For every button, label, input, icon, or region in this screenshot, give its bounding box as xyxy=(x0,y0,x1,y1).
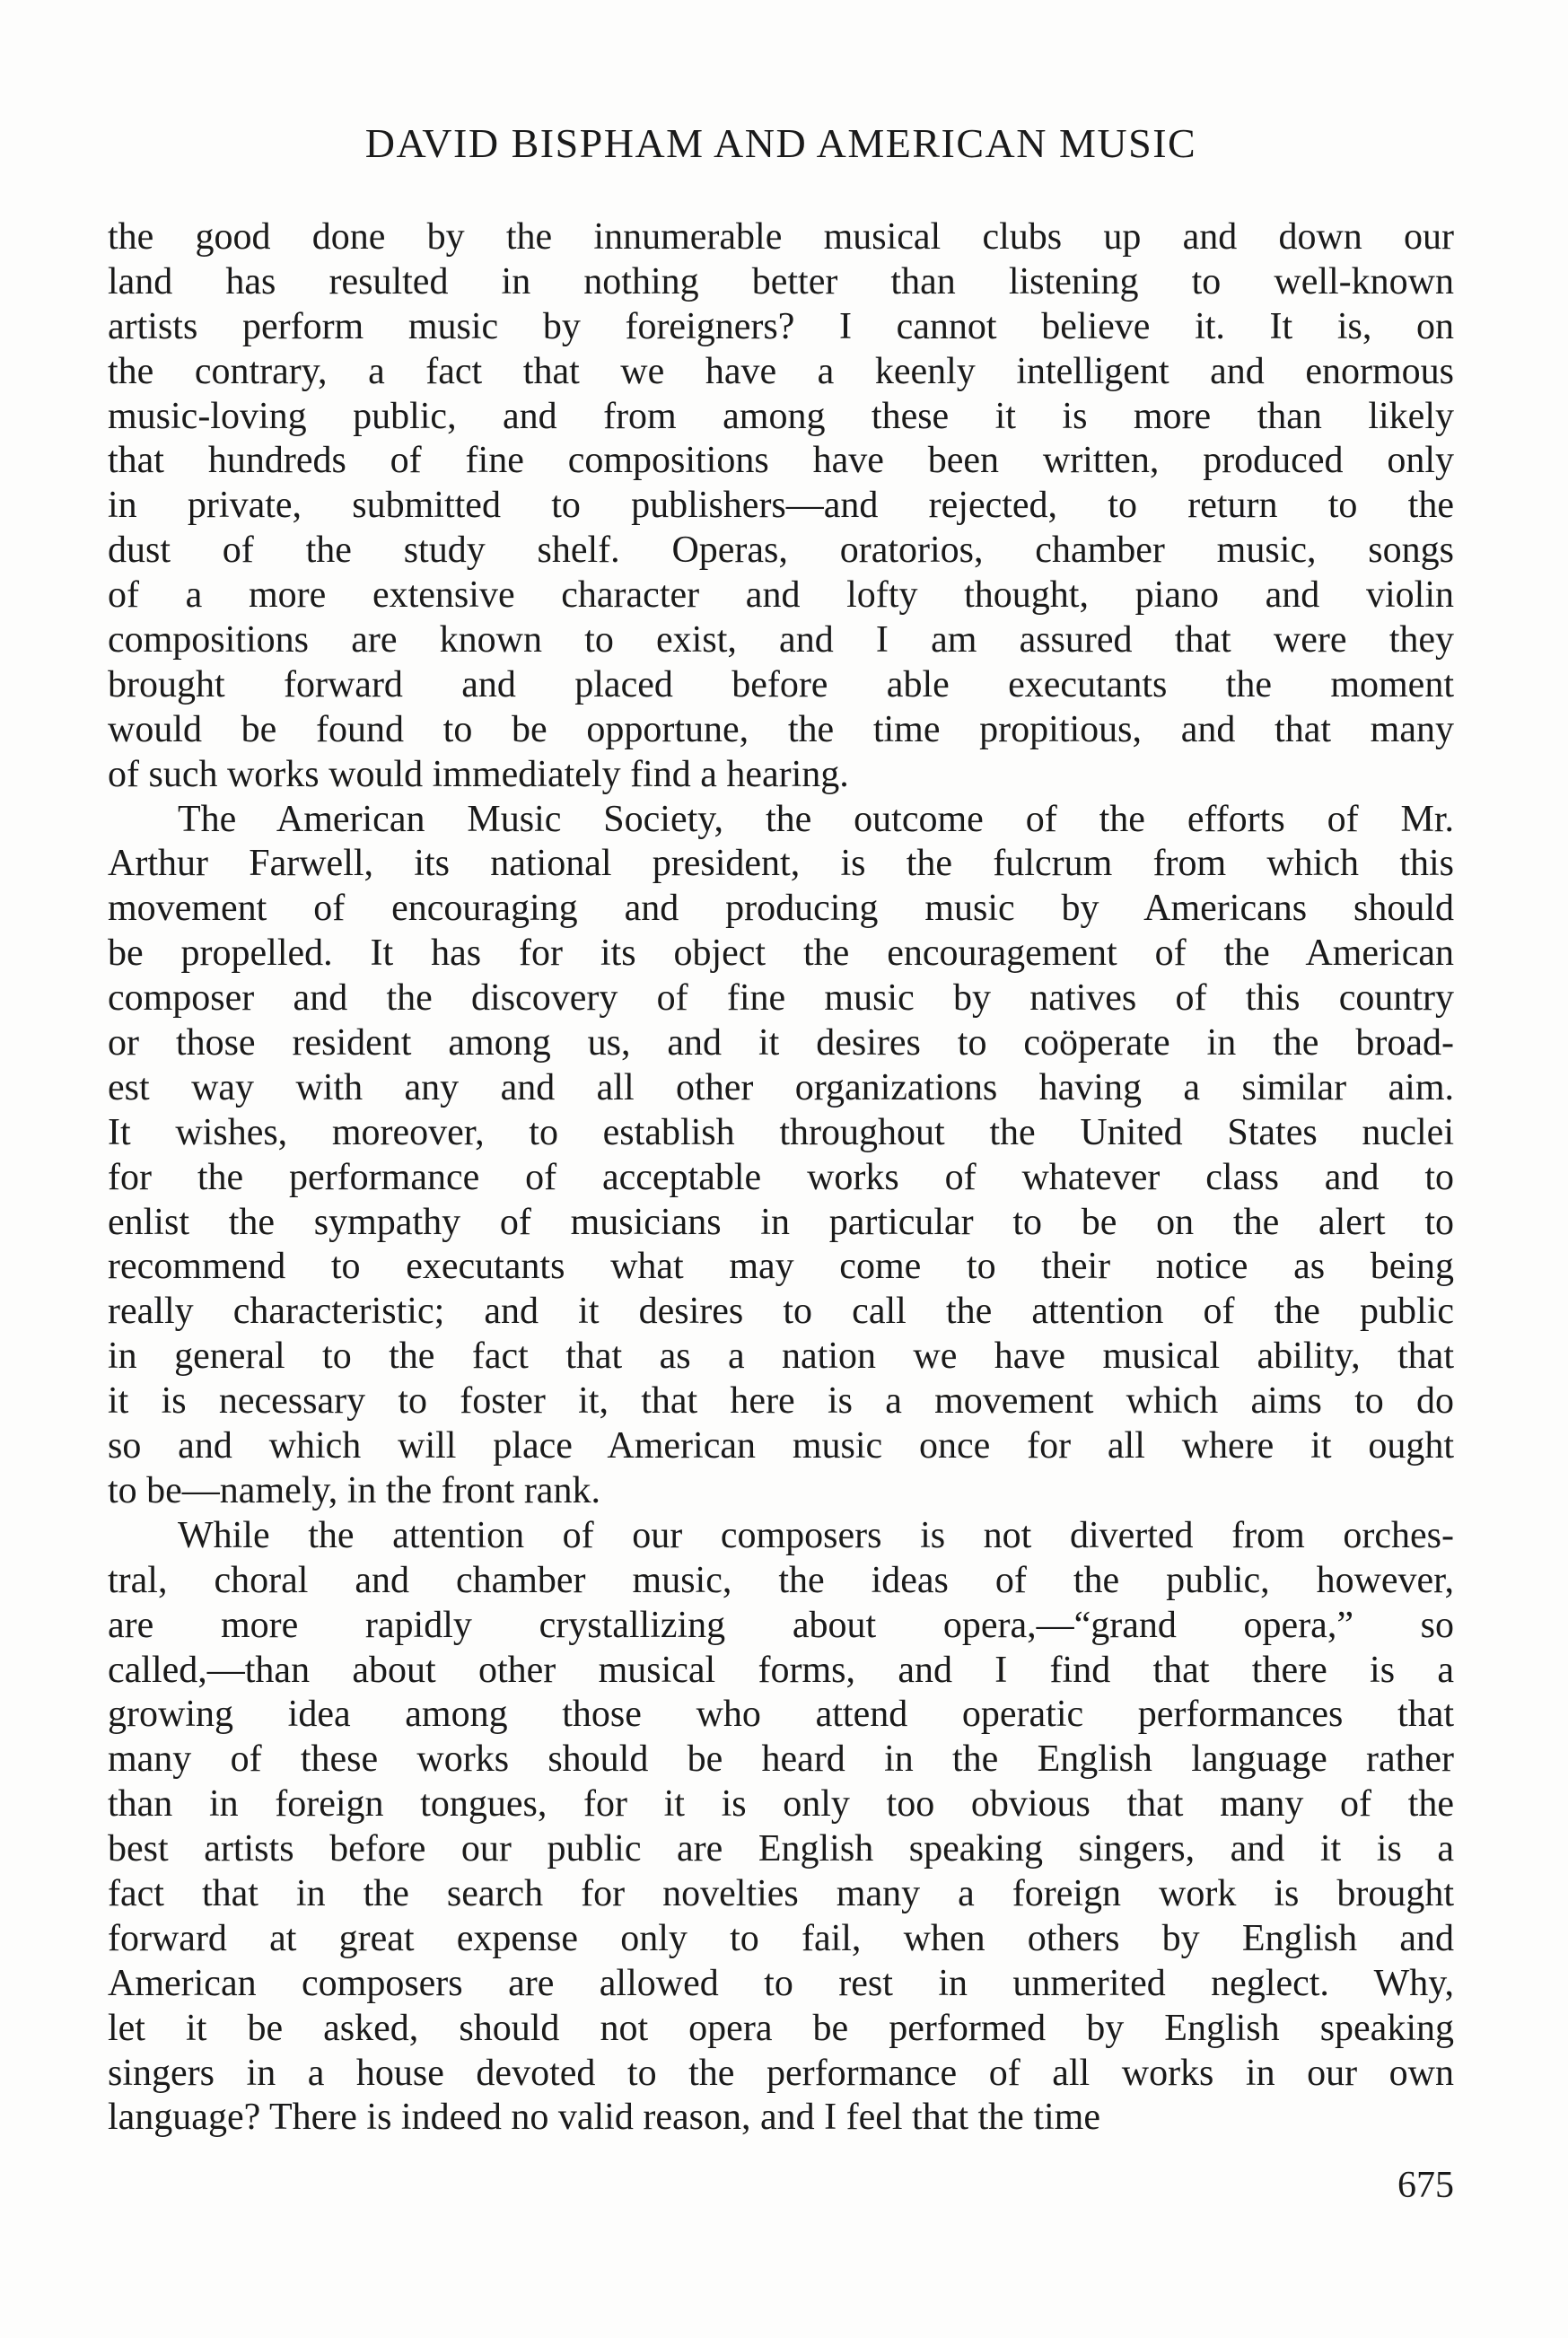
text-line: composer and the discovery of fine music by natives of this country xyxy=(108,977,1454,1020)
text-line: Arthur Farwell, its national president, is the fulcrum from which this xyxy=(108,843,1454,885)
text-line: to be—namely, in the front rank. xyxy=(108,1469,600,1511)
text-line: tral, choral and chamber music, the ideas of the public, however, xyxy=(108,1559,1454,1601)
text-line: fact that in the search for novelties many a foreign work is brought xyxy=(108,1872,1454,1914)
text-line: est way with any and all other organizations having a similar aim. xyxy=(108,1066,1454,1108)
paragraph xyxy=(108,215,1454,798)
text-line: singers in a house devoted to the performance of all works in our own xyxy=(108,2052,1454,2094)
text-line: the good done by the innumerable musical clubs up and down our xyxy=(108,216,1454,258)
body-text xyxy=(108,215,1454,2141)
text-line: be propelled. It has for its object the encouragement of the American xyxy=(108,933,1454,975)
text-line: forward at great expense only to fail, when others by English and xyxy=(108,1917,1454,1959)
text-line: growing idea among those who attend operatic performances that xyxy=(108,1694,1454,1736)
text-line: it is necessary to foster it, that here is a movement which aims to do xyxy=(108,1380,1454,1423)
text-line: the contrary, a fact that we have a keenly intelligent and enormous xyxy=(108,350,1454,392)
text-line: called,—than about other musical forms, and I find that there is a xyxy=(108,1649,1454,1691)
text-line: music-loving public, and from among these it is more than likely xyxy=(108,395,1454,437)
text-line: of a more extensive character and lofty thought, piano and violin xyxy=(108,574,1454,617)
running-head: DAVID BISPHAM AND AMERICAN MUSIC xyxy=(364,120,1197,166)
text-line: best artists before our public are English speaking singers, and it is a xyxy=(108,1828,1454,1870)
text-line: in private, submitted to publishers—and rejected, to return to the xyxy=(108,485,1454,527)
text-line: of such works would immediately find a hearing. xyxy=(108,753,849,795)
text-line: let it be asked, should not opera be performed by English speaking xyxy=(108,2007,1454,2049)
text-line: While the attention of our composers is not diverted from orches- xyxy=(178,1514,1454,1556)
text-line: in general to the fact that as a nation we have musical ability, that xyxy=(108,1335,1454,1378)
text-line: are more rapidly crystallizing about opera,—“grand opera,” so xyxy=(108,1604,1454,1646)
text-line: or those resident among us, and it desires to coöperate in the broad- xyxy=(108,1022,1454,1064)
paragraph xyxy=(108,1514,1454,2141)
page-number: 675 xyxy=(1397,2165,1454,2206)
paragraph xyxy=(108,798,1454,1514)
text-line: brought forward and placed before able executants the moment xyxy=(108,663,1454,705)
text-line: many of these works should be heard in the English language rather xyxy=(108,1738,1454,1781)
text-line: would be found to be opportune, the time propitious, and that many xyxy=(108,708,1454,750)
text-line: for the performance of acceptable works of whatever class and to xyxy=(108,1156,1454,1198)
text-line: It wishes, moreover, to establish throughout the United States nuclei xyxy=(108,1111,1454,1153)
text-line: The American Music Society, the outcome of the efforts of Mr. xyxy=(178,798,1454,840)
text-line: so and which will place American music once for all where it ought xyxy=(108,1425,1454,1467)
text-line: dust of the study shelf. Operas, oratorios, chamber music, songs xyxy=(108,530,1454,572)
text-line: that hundreds of fine compositions have been written, produced only xyxy=(108,440,1454,482)
text-line: enlist the sympathy of musicians in particular to be on the alert to xyxy=(108,1201,1454,1243)
text-line: artists perform music by foreigners? I cannot believe it. It is, on xyxy=(108,305,1454,347)
text-line: really characteristic; and it desires to call the attention of the public xyxy=(108,1291,1454,1333)
text-line: land has resulted in nothing better than listening to well-known xyxy=(108,260,1454,302)
text-line: than in foreign tongues, for it is only too obvious that many of the xyxy=(108,1783,1454,1826)
text-line: compositions are known to exist, and I am assured that were they xyxy=(108,619,1454,661)
text-line: American composers are allowed to rest in unmerited neglect. Why, xyxy=(108,1962,1454,2004)
text-line: recommend to executants what may come to their notice as being xyxy=(108,1246,1454,1288)
text-line: movement of encouraging and producing music by Americans should xyxy=(108,888,1454,930)
text-line: language? There is indeed no valid reason, and I feel that the time xyxy=(108,2097,1100,2139)
